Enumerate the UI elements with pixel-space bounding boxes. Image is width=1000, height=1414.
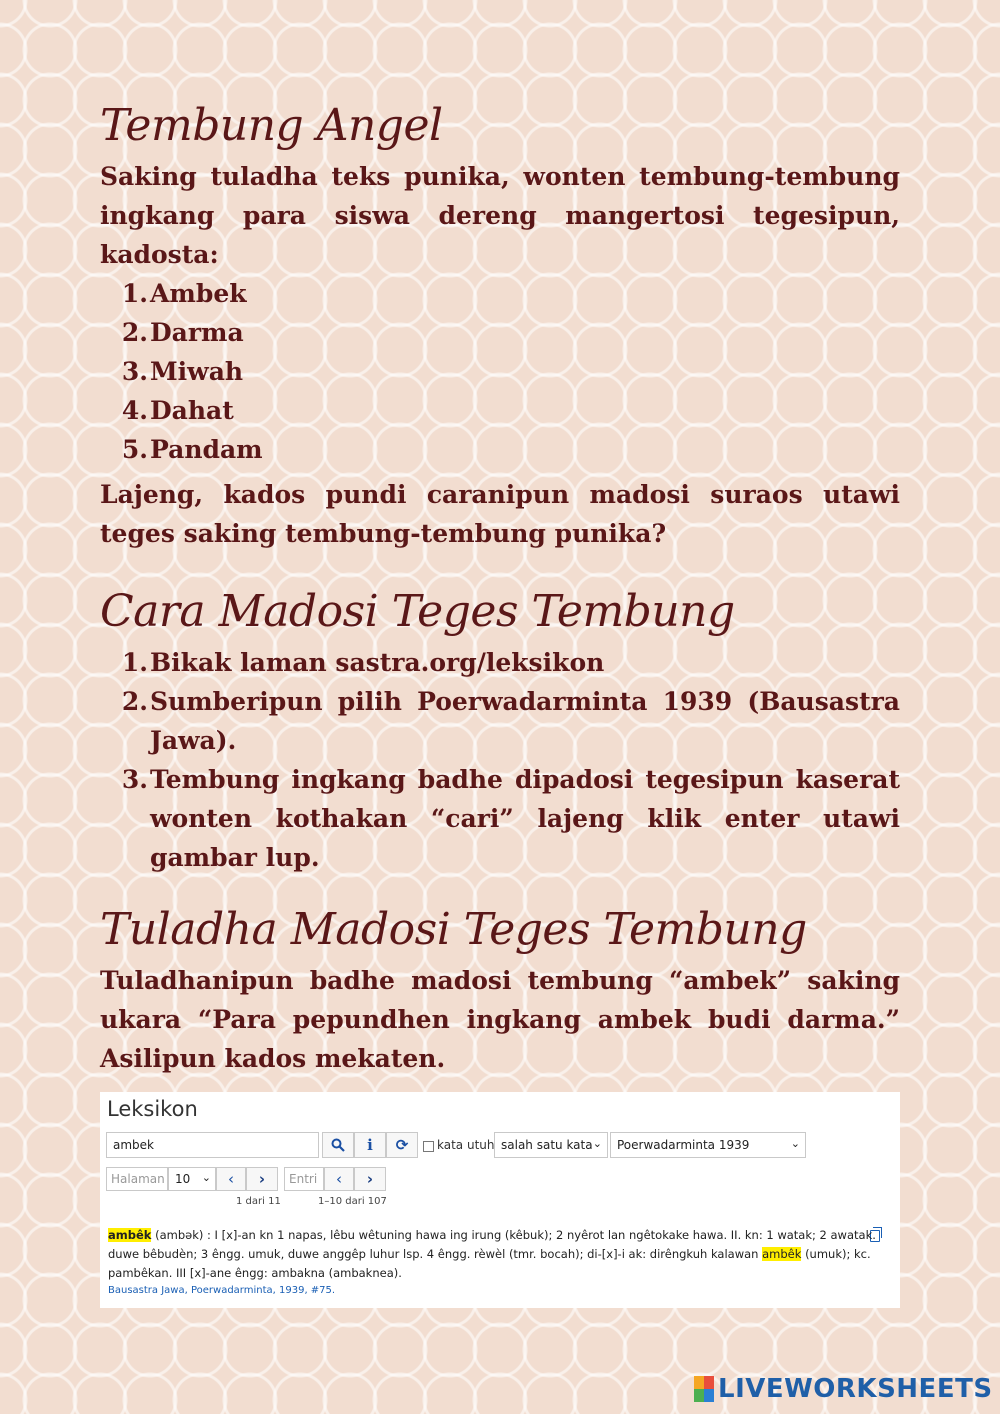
section-title-tuladha: Tuladha Madosi Teges Tembung <box>100 904 807 955</box>
entry-definition: (ambək) : I [x]-an kn 1 napas, lêbu wêtuning hawa ing irung (kêbuk); 2 nyêrot lan ngêtokake hawa. II. kn: 1 watak; 2 awatak. <box>155 1228 876 1242</box>
page-input[interactable]: Halaman <box>106 1167 168 1191</box>
list-item: 3. Tembung ingkang badhe dipadosi tegesipun kaserat wonten kothakan “cari” lajeng klik enter utawi gambar lup. <box>121 765 900 872</box>
refresh-button[interactable] <box>386 1132 418 1158</box>
liveworksheets-logo-icon <box>694 1376 714 1402</box>
chevron-left-icon: ‹ <box>336 1170 342 1188</box>
chevron-right-icon: › <box>258 1170 266 1188</box>
list-item: 5. Pandam <box>121 435 263 464</box>
section-title-tembung-angel: Tembung Angel <box>100 100 443 151</box>
source-link[interactable]: Bausastra Jawa, Poerwadarminta, 1939, #75. <box>108 1285 336 1296</box>
per-page-select[interactable]: 10 ⌄ <box>168 1167 216 1191</box>
chevron-down-icon: ⌄ <box>592 1137 602 1150</box>
list-item: 3. Miwah <box>121 357 244 386</box>
mode-select[interactable]: salah satu kata ⌄ <box>494 1132 608 1158</box>
chevron-right-icon: › <box>366 1170 374 1188</box>
page-info: 1 dari 11 <box>236 1196 281 1207</box>
difficult-words-list <box>100 274 900 469</box>
search-icon <box>331 1138 345 1152</box>
entry-headword: ambêk <box>108 1228 152 1242</box>
list-item: 4. Dahat <box>121 396 234 425</box>
list-item: 2. Darma <box>121 318 244 347</box>
example-paragraph: Tuladhanipun badhe madosi tembung “ambek” saking ukara “Para pepundhen ingkang ambek budi darma.” Asilipun kados mekaten. <box>100 966 900 1073</box>
chevron-down-icon: ⌄ <box>790 1137 800 1150</box>
brand-name: LIVEWORKSHEETS <box>718 1374 993 1404</box>
entry-highlight: ambêk <box>762 1247 802 1261</box>
source-select[interactable]: Poerwadarminta 1939 ⌄ <box>610 1132 806 1158</box>
steps-list <box>100 643 900 877</box>
refresh-icon: ⟳ <box>395 1136 409 1154</box>
search-input[interactable]: ambek <box>106 1132 319 1158</box>
section-title-cara-madosi: Cara Madosi Teges Tembung <box>100 586 735 637</box>
liveworksheets-brand <box>694 1374 993 1404</box>
prev-entry-button[interactable] <box>324 1167 354 1191</box>
worksheet-content <box>100 95 900 1078</box>
entry-info: 1–10 dari 107 <box>318 1196 387 1207</box>
list-item: 1. Ambek <box>121 279 247 308</box>
list-item: 1. Bikak laman sastra.org/leksikon <box>121 648 605 677</box>
intro-paragraph: Saking tuladha teks punika, wonten tembung-tembung ingkang para siswa dereng mangertosi tegesipun, kadosta: <box>100 162 900 269</box>
chevron-left-icon: ‹ <box>228 1170 234 1188</box>
checkbox-label: kata utuh <box>437 1138 495 1152</box>
info-icon: i <box>367 1136 373 1154</box>
list-item: 2. Sumberipun pilih Poerwadarminta 1939 (Bausastra Jawa). <box>121 687 900 755</box>
next-page-button[interactable] <box>246 1167 278 1191</box>
leksikon-screenshot <box>100 1092 900 1308</box>
question-paragraph: Lajeng, kados pundi caranipun madosi suraos utawi teges saking tembung-tembung punika? <box>100 480 900 548</box>
search-button[interactable] <box>322 1132 354 1158</box>
info-button[interactable] <box>354 1132 386 1158</box>
whole-word-checkbox[interactable] <box>423 1141 434 1152</box>
entry-input[interactable]: Entri <box>284 1167 324 1191</box>
next-entry-button[interactable] <box>354 1167 386 1191</box>
prev-page-button[interactable] <box>216 1167 246 1191</box>
dictionary-entry: ambêk (ambək) : I [x]-an kn 1 napas, lêbu wêtuning hawa ing irung (kêbuk); 2 nyêrot lan ngêtokake hawa. II. kn: 1 watak; 2 awatak. duwe bêbudèn; 3 êngg. umuk, duwe anggêp luhur lsp. 4 êngg. rèwèl (tmr. bocah); di-[x]-i ak: dirêngkuh kalawan ambêk (umuk); kc. pambêkan. III [x]-ane êngg: ambakna (ambaknea). <box>108 1228 876 1280</box>
chevron-down-icon: ⌄ <box>201 1171 211 1184</box>
leksikon-title: Leksikon <box>107 1097 198 1121</box>
